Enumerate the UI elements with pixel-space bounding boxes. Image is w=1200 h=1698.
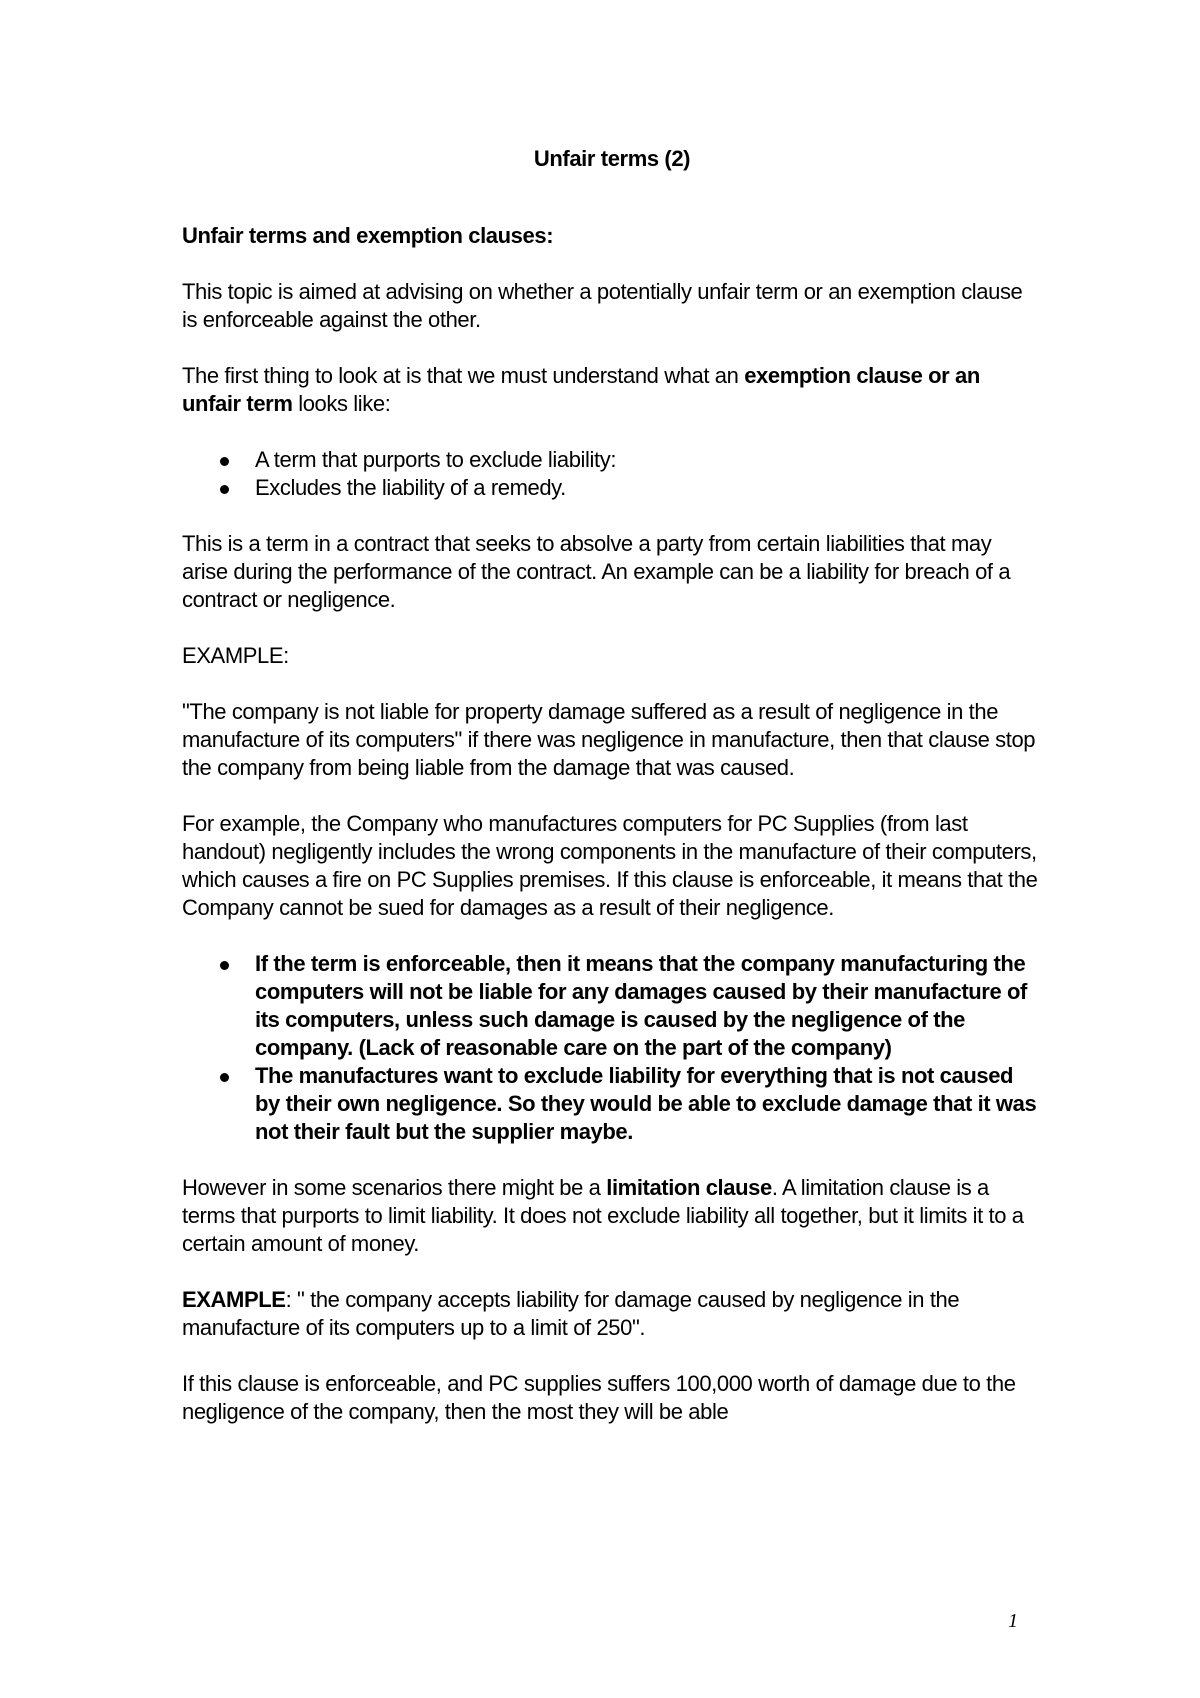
paragraph-limitation-text: However in some scenarios there might be a — [182, 1175, 607, 1200]
consequence-list — [182, 950, 1042, 1146]
bullet-icon — [220, 961, 229, 970]
paragraph-limitation — [182, 1174, 1042, 1258]
bullet-icon — [220, 457, 229, 466]
list-item — [182, 474, 1042, 502]
list-item — [182, 950, 1042, 1062]
paragraph-limitation-tail: . A limitation clause is a terms that purports to limit liability. It does not exclude liability all together, but it limits it to a certain amount of money. — [182, 1175, 1024, 1256]
paragraph-enforceable: If this clause is enforceable, and PC supplies suffers 100,000 worth of damage due to the negligence of the company, then the most they will be able — [182, 1371, 1016, 1424]
section-heading: Unfair terms and exemption clauses: — [182, 223, 554, 248]
paragraph-example-label: EXAMPLE: — [182, 643, 289, 668]
paragraph-intro: This topic is aimed at advising on whether a potentially unfair term or an exemption clause is enforceable against the other. — [182, 279, 1023, 332]
example-label-bold: EXAMPLE — [182, 1287, 286, 1312]
page-number: 1 — [1008, 1610, 1018, 1632]
list-item-text: A term that purports to exclude liability: — [255, 447, 617, 472]
paragraph-limitation-example — [182, 1286, 1042, 1342]
definition-list — [182, 446, 1042, 502]
list-item-text: If the term is enforceable, then it means that the company manufacturing the computers will not be liable for any damages caused by their manufacture of its computers, unless such damage is caused by the negligence of the company. (Lack of reasonable care on the part of the company) — [255, 951, 1027, 1060]
paragraph-limitation-bold: limitation clause — [606, 1175, 772, 1200]
paragraph-definition-bold: exemption clause or an unfair term — [182, 363, 980, 416]
paragraph-example-quote: "The company is not liable for property damage suffered as a result of negligence in the manufacture of its computers" if there was negligence in manufacture, then that clause stop the company from being liable from the damage that was caused. — [182, 699, 1036, 780]
paragraph-explanation: This is a term in a contract that seeks to absolve a party from certain liabilities that may arise during the performance of the contract. An example can be a liability for breach of a contract or negligence. — [182, 531, 1011, 612]
list-item-text: Excludes the liability of a remedy. — [255, 475, 566, 500]
paragraph-definition — [182, 362, 1042, 418]
paragraph-definition-text: The first thing to look at is that we must understand what an — [182, 363, 745, 388]
paragraph-example-scenario: For example, the Company who manufactures computers for PC Supplies (from last handout) negligently includes the wrong components in the manufacture of their computers, which causes a fire on PC Supplies premises. If this clause is enforceable, it means that the Company cannot be sued for damages as a result of their negligence. — [182, 811, 1038, 920]
document-title: Unfair terms (2) — [533, 146, 691, 171]
paragraph-definition-tail: looks like: — [292, 391, 391, 416]
list-item — [182, 1062, 1042, 1146]
example-quote-text: : " the company accepts liability for damage caused by negligence in the manufacture of its computers up to a limit of 250". — [182, 1287, 960, 1340]
document-body — [182, 145, 1042, 1454]
bullet-icon — [220, 485, 229, 494]
bullet-icon — [220, 1073, 229, 1082]
list-item-text: The manufactures want to exclude liability for everything that is not caused by their own negligence. So they would be able to exclude damage that it was not their fault but the supplier maybe. — [255, 1063, 1037, 1144]
list-item — [182, 446, 1042, 474]
